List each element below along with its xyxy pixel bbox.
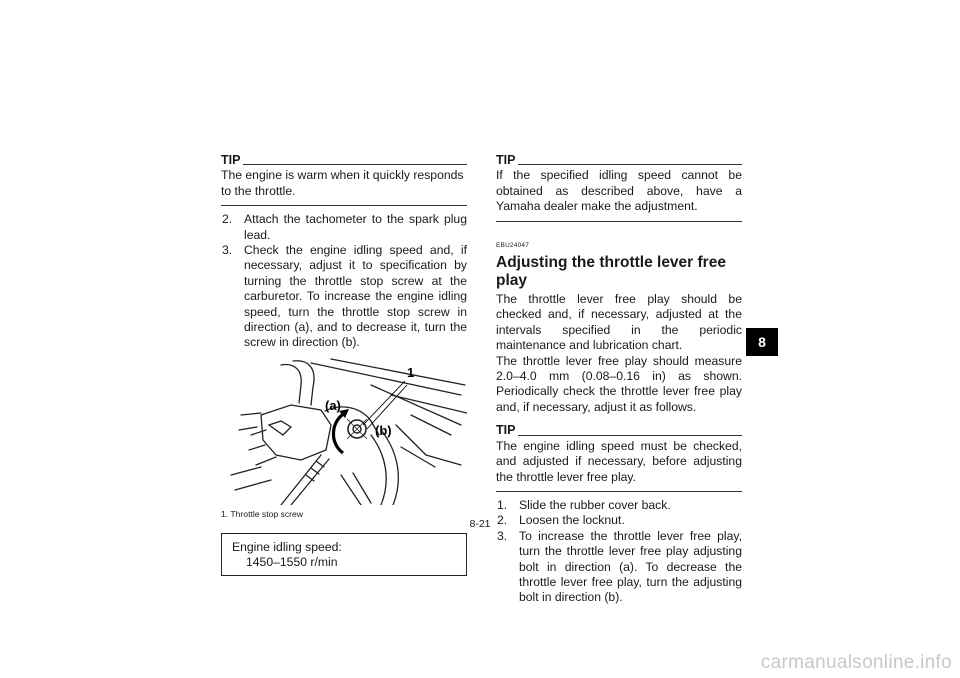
list-item (496, 498, 742, 513)
tip-end-rule (496, 221, 742, 222)
step-text: Slide the rubber cover back. (519, 497, 671, 512)
tip-rule (518, 164, 742, 165)
list-item (221, 212, 467, 243)
paragraph: The throttle lever free play should be checked and, if necessary, adjusted at the intervals specified in the periodic maintenance and lubrication chart. (496, 292, 742, 353)
step-number: 3. (222, 243, 233, 258)
section-title: Adjusting the throttle lever free play (496, 254, 726, 290)
tip-text: If the specified idling speed cannot be obtained as described above, have a Yamaha dealer make the adjustment. (496, 168, 742, 214)
tip-header (221, 153, 467, 168)
tip-text: The engine is warm when it quickly responds to the throttle. (221, 168, 464, 198)
tip-end-rule (221, 205, 467, 206)
carburetor-drawing (221, 355, 467, 505)
section-code: EBU24047 (496, 241, 530, 249)
chapter-tab: 8 (746, 328, 778, 356)
right-column (496, 153, 742, 606)
throttle-stop-screw-illustration (221, 355, 467, 505)
step-text: Attach the tachometer to the spark plug lead. (244, 212, 467, 242)
list-item (496, 529, 742, 606)
tip-header (496, 423, 742, 438)
page-number: 8-21 (469, 518, 491, 530)
step-list (496, 498, 742, 606)
spec-label: Engine idling speed: (232, 540, 342, 555)
rotation-arrow-icon (333, 413, 345, 453)
callout-a: (a) (325, 397, 341, 413)
step-list (221, 212, 467, 351)
tip-text: The engine idling speed must be checked, and adjusted if necessary, before adjusting the throttle lever free play. (496, 438, 742, 484)
callout-b: (b) (375, 422, 392, 438)
spec-box (221, 533, 467, 576)
step-number: 3. (497, 528, 508, 543)
tip-rule (518, 435, 742, 436)
figure-caption: 1. Throttle stop screw (221, 508, 303, 519)
watermark: carmanualsonline.info (760, 652, 952, 673)
paragraph: The throttle lever free play should measure 2.0–4.0 mm (0.08–0.16 in) as shown. Periodically check the throttle lever free play and, if necessary, adjust it as follows. (496, 353, 742, 414)
tip-label: TIP (496, 153, 516, 167)
step-text: Loosen the locknut. (519, 513, 625, 528)
step-number: 2. (497, 513, 508, 528)
throttle-stop-screw (347, 419, 367, 439)
step-text: To increase the throttle lever free play, turn the throttle lever free play adjusting bolt in direction (a). To decrease the throttle lever free play, turn the adjusting bolt in direction (b). (519, 528, 742, 605)
spec-value: 1450–1550 r/min (246, 555, 338, 570)
step-number: 1. (497, 497, 508, 512)
list-item (221, 243, 467, 351)
tip-label: TIP (221, 153, 241, 167)
tip-end-rule (496, 491, 742, 492)
left-column (221, 153, 467, 576)
step-number: 2. (222, 212, 233, 227)
tip-header (496, 153, 742, 168)
tip-rule (243, 164, 467, 165)
tip-label: TIP (496, 423, 516, 438)
callout-1: 1 (407, 364, 415, 380)
step-text: Check the engine idling speed and, if necessary, adjust it to specification by turning the throttle stop screw at the carburetor. To increase the engine idling speed, turn the throttle stop screw in direction (a), and to decrease it, turn the screw in direction (b). (244, 243, 467, 350)
